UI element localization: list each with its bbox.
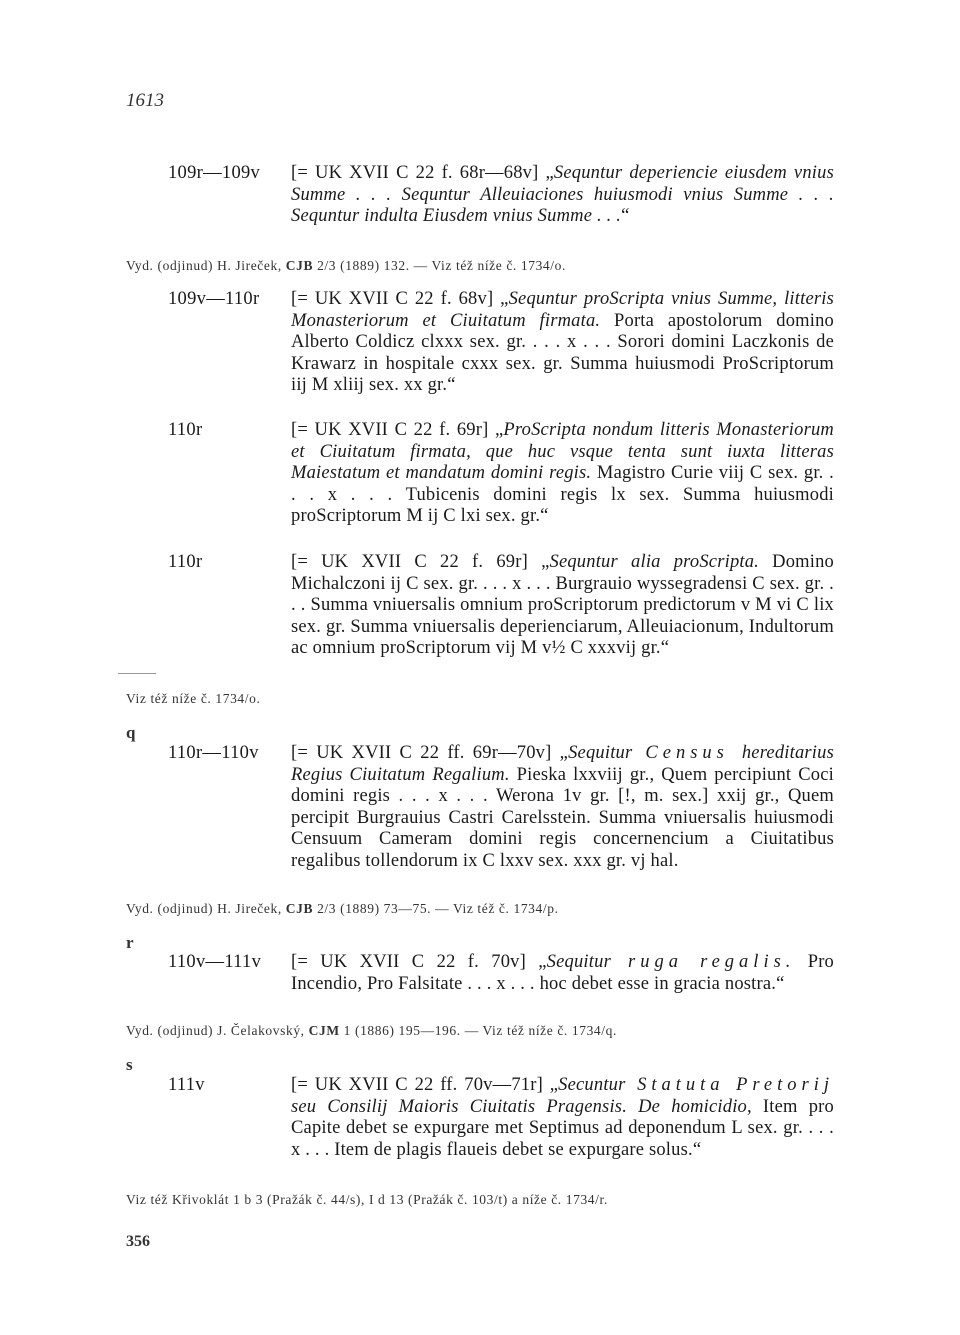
reference: [= UK XVII C 22 f. 68r—68v] „ — [291, 163, 554, 183]
edition-note: Vyd. (odjinud) J. Čelakovský, CJM 1 (1886) 195—196. — Viz též níže č. 1734/q. — [126, 1023, 617, 1038]
folio-label: 110r — [168, 420, 203, 440]
reference: [= UK XVII C 22 f. 69r] „ — [291, 552, 550, 572]
italic-text: seu Consilij Maioris Ciuitatis Pragensis. De homicidio, — [291, 1096, 752, 1117]
plain-text: Porta apostolorum domino Alberto Coldicz clxxx sex. gr. . . . x . . . Sorori domini Laczkonis de Krawarz in hospitale cxxx sex. gr. Summa huiusmodi ProScriptorum iij M xliij sex. xx gr.“ — [291, 310, 834, 396]
folio-label: 110r — [168, 552, 203, 572]
margin-tick — [118, 673, 156, 674]
entry-text — [291, 743, 834, 873]
reference: [= UK XVII C 22 f. 68v] „ — [291, 289, 509, 309]
folio-label: 109v—110r — [168, 289, 260, 309]
spaced-text: Statuta Pretorij — [625, 1075, 834, 1095]
entry-text — [291, 420, 834, 528]
close-quote: “ — [621, 206, 630, 227]
plain-text: Magistro Curie viij C sex. gr. . . . x . . . Tubicenis domini regis lx sex. Summa huiusmodi proScriptorum M ij C lxi sex. gr.“ — [291, 463, 835, 527]
cross-reference-note: Viz též Křivoklát 1 b 3 (Pražák č. 44/s), I d 13 (Pražák č. 103/t) a níže č. 1734/r. — [126, 1192, 608, 1207]
italic-text: Sequitur — [568, 743, 633, 763]
entry-text — [291, 952, 834, 995]
section-letter-q: q — [126, 723, 136, 742]
italic-text: ProScripta nondum litteris Monasteriorum et Ciuitatum firmata, que huc vsque tenta sunt iuxta litteras Maiestatum et mandatum domini regis. — [291, 420, 834, 484]
plain-text: Item pro Capite debet se expurgare met Septimus ad deponendum L sex. gr. . . . x . . . Item de plagis flaueis debet se expurgare solus.“ — [291, 1096, 834, 1160]
edition-note: Vyd. (odjinud) H. Jireček, CJB 2/3 (1889) 132. — Viz též níže č. 1734/o. — [126, 258, 566, 273]
italic-text: Sequitur — [546, 952, 611, 972]
italic-text: Sequntur alia proScripta. — [549, 552, 760, 572]
page-number-top: 1613 — [126, 90, 164, 111]
entry-text — [291, 1075, 834, 1161]
page-number-bottom: 356 — [126, 1233, 150, 1250]
cross-reference-note: Viz též níže č. 1734/o. — [126, 691, 261, 706]
italic-text: Sequntur deperiencie eiusdem vnius Summe . . . Sequntur Alleuiaciones huiusmodi vnius Summe . . . Sequntur indulta Eiusdem vnius Summe . . . — [291, 163, 834, 227]
entry-text — [291, 163, 834, 228]
section-letter-s: s — [126, 1055, 133, 1074]
edition-note: Vyd. (odjinud) H. Jireček, CJB 2/3 (1889) 73—75. — Viz též č. 1734/p. — [126, 901, 559, 916]
folio-label: 109r—109v — [168, 163, 261, 183]
folio-label: 110v—111v — [168, 952, 262, 972]
reference: [= UK XVII C 22 f. 70v] „ — [291, 952, 547, 972]
entry-text — [291, 552, 834, 660]
reference: [= UK XVII C 22 ff. 69r—70v] „ — [291, 743, 569, 763]
folio-label: 110r—110v — [168, 743, 259, 763]
italic-text: Secuntur — [558, 1075, 626, 1095]
section-letter-r: r — [126, 933, 134, 952]
reference: [= UK XVII C 22 f. 69r] „ — [291, 420, 504, 440]
italic-text: hereditarius Regius Ciuitatum Regalium. — [291, 743, 834, 785]
spaced-text: Census — [632, 743, 742, 763]
italic-text: Sequntur proScripta vnius Summe, litteris Monasteriorum et Ciuitatum firmata. — [291, 289, 834, 331]
folio-label: 111v — [168, 1075, 205, 1095]
plain-text: Pieska lxxviij gr., Quem percipiunt Coci domini regis . . . x . . . Werona 1v gr. [!, m. sex.] xxij gr., Quem percipit Burgrauius Castri Carelsstein. Summa vniuersalis huiusmodi Censuum Cameram domini regis concernencium a Ciuitatibus regalibus tollendorum ix C lxxv sex. xxx gr. vj hal. — [291, 764, 834, 871]
reference: [= UK XVII C 22 ff. 70v—71r] „ — [291, 1075, 559, 1095]
plain-text: Domino Michalczoni ij C sex. gr. . . . x . . . Burgrauio wyssegradensi C sex. gr. . . . Summa vniuersalis omnium proScriptorum predictorum v M vi C lix sex. gr. Summa vniuersalis deperienciarum, Alleuiacionum, Indultorum ac omnium proScriptorum vij M v½ C xxxvij gr.“ — [291, 552, 834, 659]
entry-text — [291, 289, 834, 397]
spaced-text: ruga regalis. — [610, 952, 796, 972]
plain-text: Pro Incendio, Pro Falsitate . . . x . . . hoc debet esse in gracia nostra.“ — [291, 952, 835, 994]
